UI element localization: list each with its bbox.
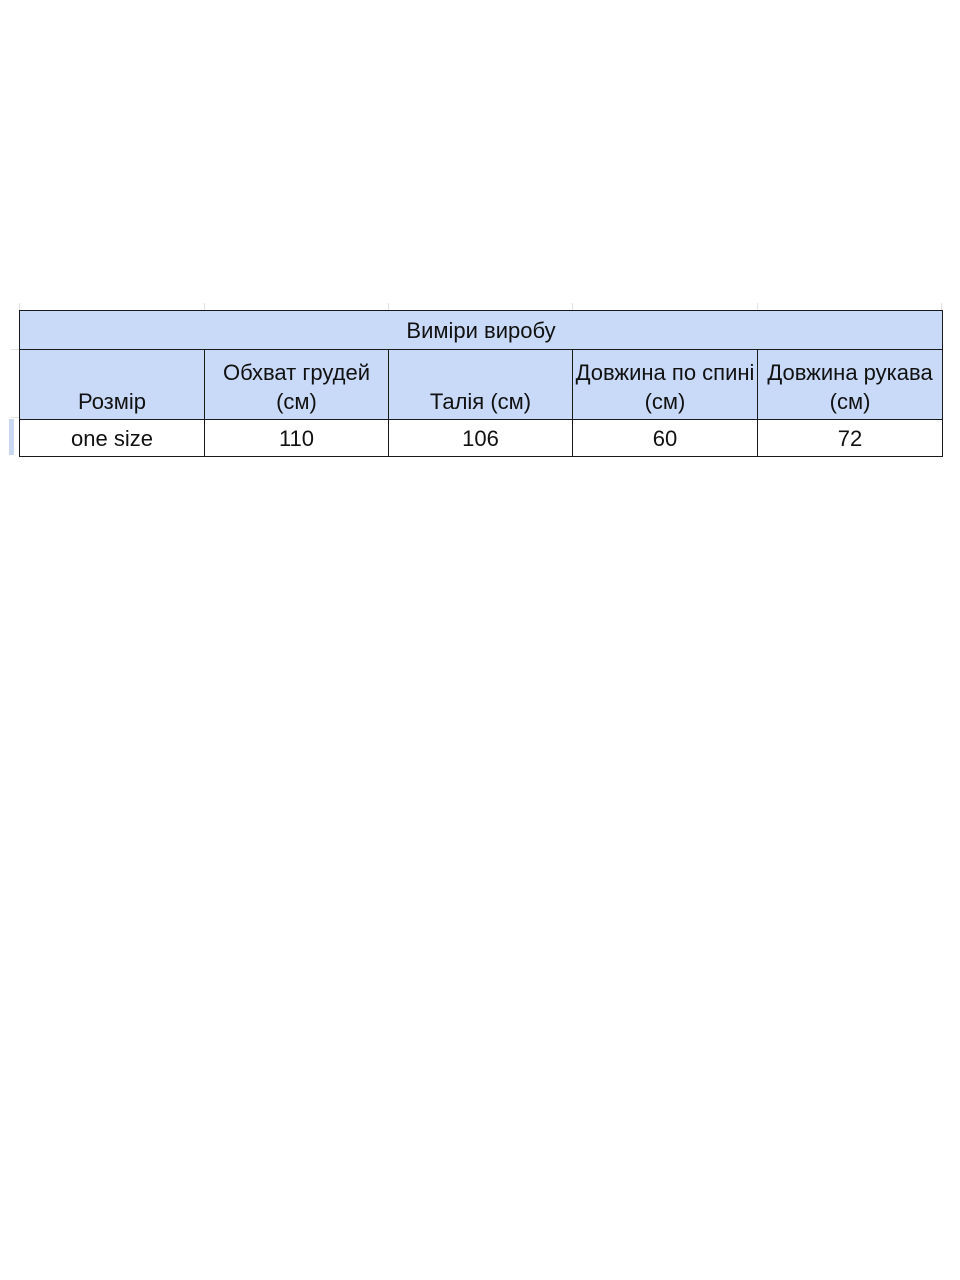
cell-size[interactable]: one size — [20, 420, 205, 457]
cell-sleeve-length[interactable]: 72 — [758, 420, 943, 457]
table-title-row — [20, 311, 943, 350]
row-selection-marker — [9, 419, 14, 455]
header-size[interactable]: Розмір — [20, 350, 205, 420]
header-waist[interactable]: Талія (см) — [389, 350, 573, 420]
cell-back-length[interactable]: 60 — [573, 420, 758, 457]
gridline — [11, 349, 19, 350]
cell-chest[interactable]: 110 — [205, 420, 389, 457]
measurements-table — [19, 310, 943, 457]
header-back-length[interactable]: Довжина по спині (см) — [573, 350, 758, 420]
header-chest[interactable]: Обхват грудей (см) — [205, 350, 389, 420]
measurements-sheet — [19, 310, 942, 457]
table-header-row — [20, 350, 943, 420]
table-title[interactable]: Виміри виробу — [20, 311, 943, 350]
gridline — [11, 417, 19, 418]
header-sleeve-length[interactable]: Довжина рукава (см) — [758, 350, 943, 420]
cell-waist[interactable]: 106 — [389, 420, 573, 457]
table-row — [20, 420, 943, 457]
